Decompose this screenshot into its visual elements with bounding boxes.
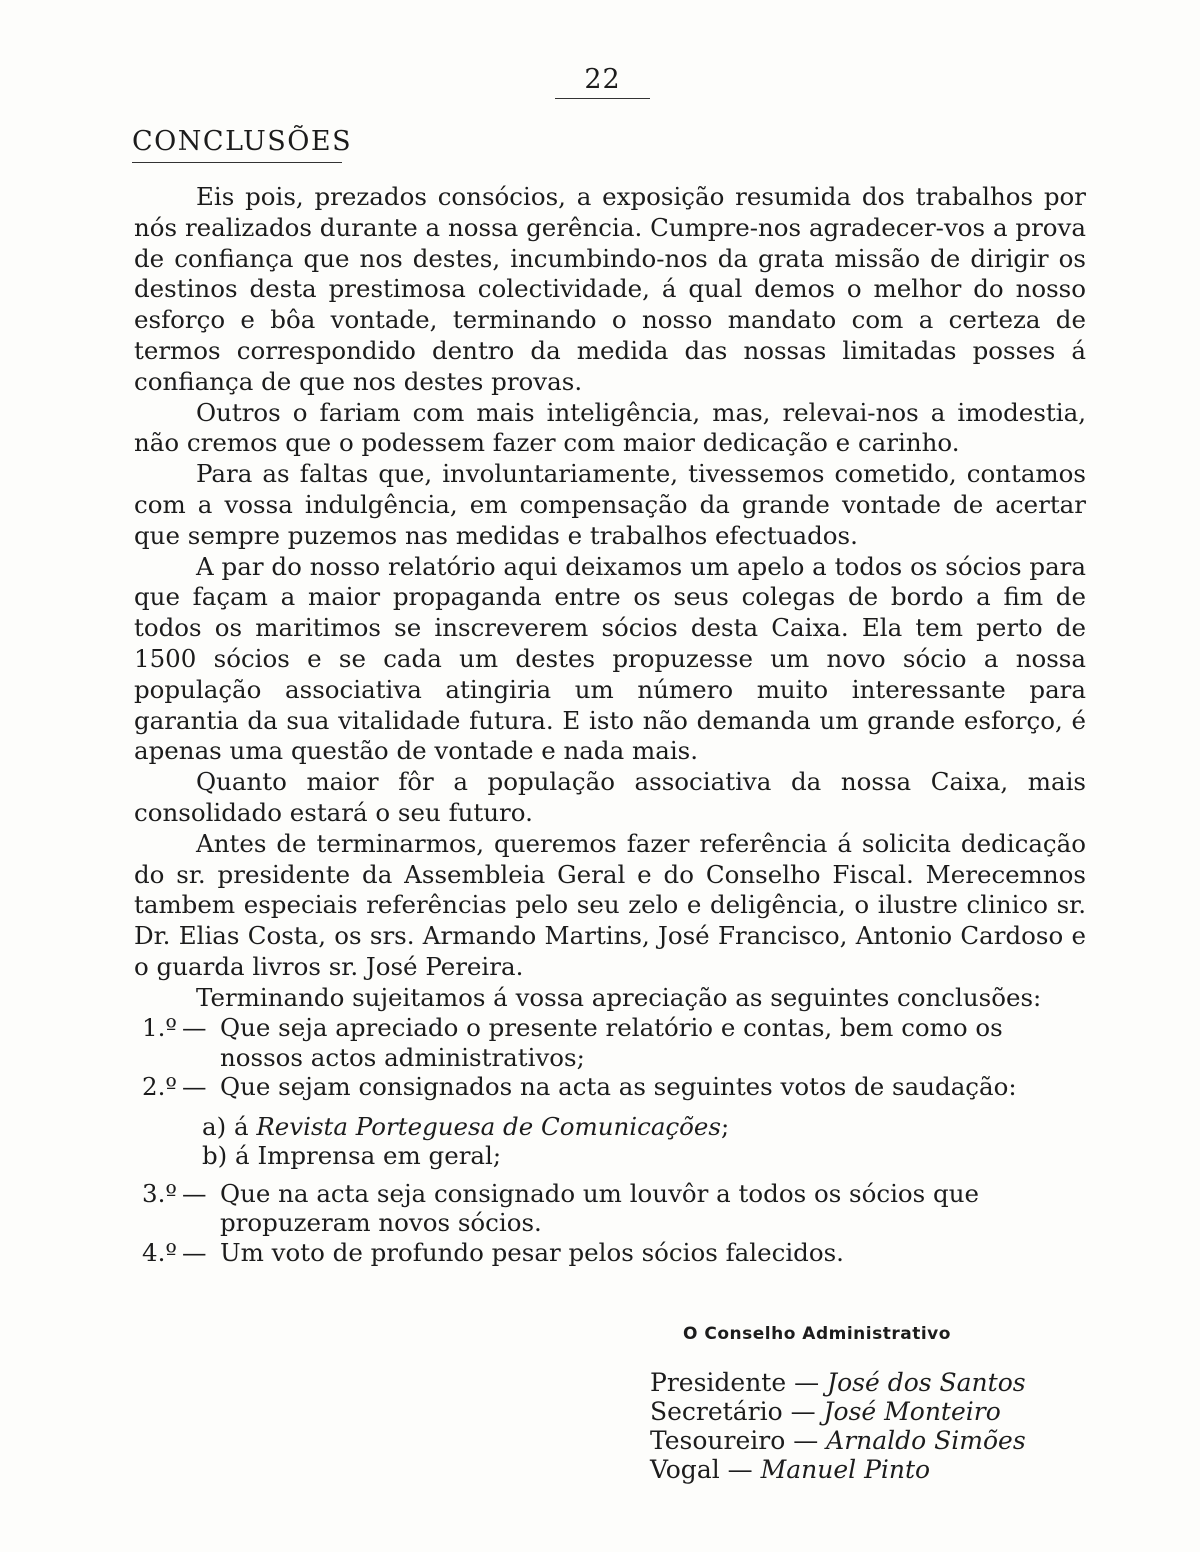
page-number: 22 bbox=[584, 64, 621, 95]
council-title: O Conselho Administrativo bbox=[683, 1324, 951, 1344]
conclusion-number: 3.º bbox=[142, 1178, 177, 1208]
signatory-dash: — bbox=[785, 1426, 827, 1455]
signatures-block bbox=[650, 1368, 1026, 1484]
paragraph: Para as faltas que, involuntariamente, tivessemos cometido, contamos com a vossa indulgência, em compensação da grande vontade de acertar que sempre puzemos nas medidas e trabalhos efectuados. bbox=[134, 459, 1086, 550]
conclusion-number: 2.º bbox=[142, 1072, 177, 1101]
signatory-name: Manuel Pinto bbox=[760, 1455, 931, 1484]
salutation-suffix: ; bbox=[492, 1141, 502, 1170]
salutation-item bbox=[202, 1141, 1088, 1171]
signature-line bbox=[650, 1426, 1026, 1455]
conclusions-list bbox=[142, 1013, 1088, 1267]
paragraph: Antes de terminarmos, queremos fazer referência á solicita dedicação do sr. presidente da Assembleia Geral e do Conselho Fiscal. Merecemnos tambem especiais referências pelo seu zelo e deligência, o ilustre clinico sr. Dr. Elias Costa, os srs. Armando Martins, José Francisco, Antonio Cardoso e o guarda livros sr. José Pereira. bbox=[134, 828, 1086, 981]
paragraph: Quanto maior fôr a população associativa da nossa Caixa, mais consolidado estará o seu futuro. bbox=[134, 767, 1086, 827]
salutation-suffix: ; bbox=[721, 1111, 730, 1141]
signatory-name: José dos Santos bbox=[827, 1368, 1026, 1397]
salutation-label: a) á bbox=[202, 1111, 257, 1141]
signatory-dash: — bbox=[782, 1397, 824, 1426]
conclusion-dash: — bbox=[182, 1072, 207, 1101]
paragraph: A par do nosso relatório aqui deixamos um apelo a todos os sócios para que façam a maior propaganda entre os seus colegas de bordo a fim de todos os maritimos se inscreverem sócios desta Caixa. Ela tem perto de 1500 sócios e se cada um destes propuzesse um novo sócio a nossa população associativa atingiria um número muito interessante para garantia da sua vitalidade futura. E isto não demanda um grande esforço, é apenas uma questão de vontade e nada mais. bbox=[134, 551, 1086, 766]
conclusion-item bbox=[142, 1013, 1088, 1072]
salutation-item bbox=[202, 1112, 1088, 1142]
signatory-role: Secretário bbox=[650, 1397, 783, 1426]
conclusion-text: Um voto de profundo pesar pelos sócios falecidos. bbox=[220, 1237, 844, 1267]
paragraph: Eis pois, prezados consócios, a exposição resumida dos trabalhos por nós realizados durante a nossa gerência. Cumpre-nos agradecer-vos a prova de confiança que nos destes, incumbindo-nos da grata missão de dirigir os destinos desta prestimosa colectividade, á qual demos o melhor do nosso esforço e bôa vontade, terminando o nosso mandato com a certeza de termos correspondido dentro da medida das nossas limitadas posses á confiança de que nos destes provas. bbox=[134, 182, 1086, 396]
signatory-role: Vogal bbox=[650, 1455, 720, 1484]
conclusion-number: 4.º bbox=[142, 1237, 177, 1267]
signature-line bbox=[650, 1455, 1026, 1484]
conclusion-dash: — bbox=[182, 1178, 207, 1208]
salutation-name: Imprensa em geral bbox=[257, 1141, 493, 1170]
signatory-role: Tesoureiro bbox=[650, 1426, 786, 1455]
conclusion-item bbox=[142, 1238, 1088, 1268]
conclusion-text: Que seja apreciado o presente relatório e contas, bem como os nossos actos administrativos; bbox=[220, 1013, 1003, 1072]
paragraph: Outros o fariam com mais inteligência, mas, relevai-nos a imodestia, não cremos que o podessem fazer com maior dedicação e carinho. bbox=[134, 397, 1086, 458]
signatory-role: Presidente bbox=[650, 1368, 787, 1397]
section-title-rule bbox=[132, 162, 342, 163]
paragraph: Terminando sujeitamos á vossa apreciação as seguintes conclusões: bbox=[196, 982, 1042, 1012]
conclusion-text: Que sejam consignados na acta as seguintes votos de saudação: bbox=[220, 1072, 1017, 1101]
conclusion-number: 1.º bbox=[142, 1013, 177, 1042]
salutation-list bbox=[202, 1112, 1088, 1171]
signatory-name: Arnaldo Simões bbox=[826, 1426, 1026, 1455]
conclusion-item bbox=[142, 1179, 1088, 1238]
signature-line bbox=[650, 1368, 1026, 1397]
conclusion-text: Que na acta seja consignado um louvôr a todos os sócios que propuzeram novos sócios. bbox=[220, 1178, 980, 1237]
signature-line bbox=[650, 1397, 1026, 1426]
salutation-label: b) á bbox=[202, 1141, 258, 1170]
salutation-name: Revista Porteguesa de Comunicações bbox=[256, 1111, 721, 1141]
signatory-dash: — bbox=[786, 1368, 828, 1397]
signatory-name: José Monteiro bbox=[823, 1397, 1001, 1426]
section-title: CONCLUSÕES bbox=[132, 126, 353, 157]
conclusion-dash: — bbox=[182, 1237, 207, 1267]
conclusion-item bbox=[142, 1072, 1088, 1102]
signatory-dash: — bbox=[719, 1455, 761, 1484]
conclusion-dash: — bbox=[182, 1013, 207, 1042]
page-number-rule bbox=[555, 98, 650, 99]
body-text bbox=[134, 182, 1086, 1014]
